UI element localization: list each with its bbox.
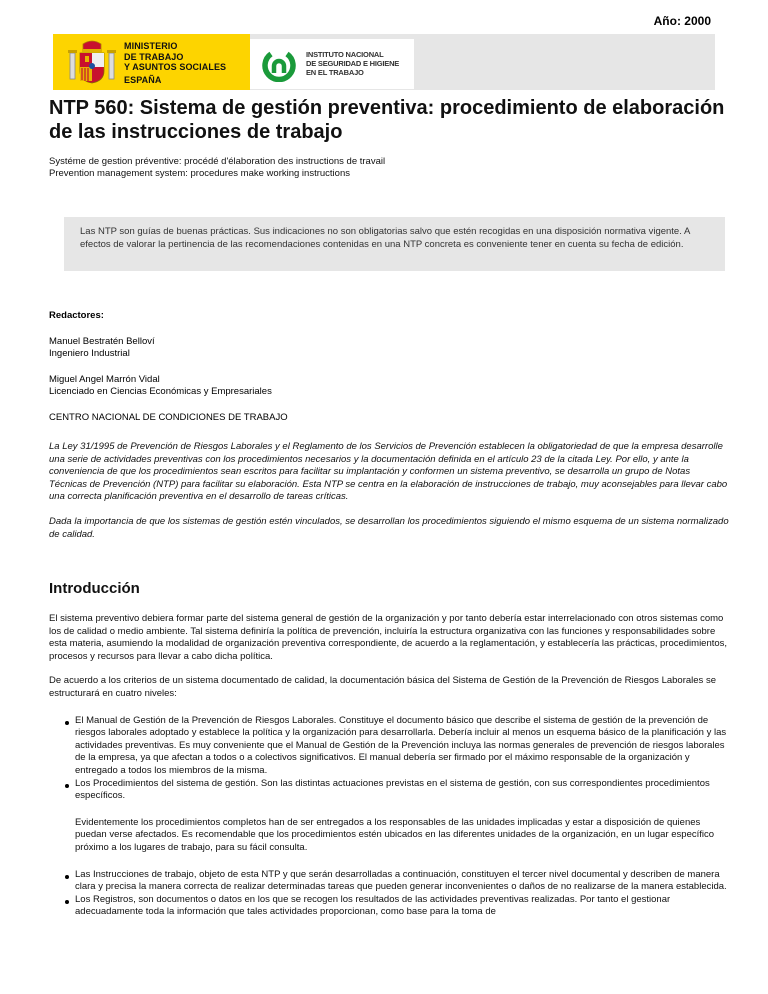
ministry-name: MINISTERIO DE TRABAJO Y ASUNTOS SOCIALES ESPAÑA xyxy=(124,41,227,85)
disclaimer-notice: Las NTP son guías de buenas prácticas. Sus indicaciones no son obligatorias salvo que estén recogidas en una disposición normativa vigente. A efectos de valorar la pertinencia de las recomendaciones contenidas en una NTP concreta es conveniente tener en cuenta su fecha de edición. xyxy=(64,217,725,271)
authors-label: Redactores: xyxy=(49,310,104,321)
documentation-levels-list xyxy=(49,715,729,803)
list-item: Los Registros, son documentos o datos en los que se recogen los resultados de las actividades preventivas realizadas. Por tanto el gestionar adecuadamente toda la información que tales actividades proporcionan, como base para la toma de xyxy=(49,894,729,919)
abstract-paragraph: Dada la importancia de que los sistemas de gestión estén vinculados, se desarrollan los procedimientos siguiendo el mismo esquema de un sistema normalizado de calidad. xyxy=(49,515,729,540)
authors-section xyxy=(49,310,288,424)
introduction-body xyxy=(49,613,729,919)
ministry-logo xyxy=(53,34,250,90)
list-item: Las Instrucciones de trabajo, objeto de esta NTP y que serán desarrolladas a continuación, constituyen el tercer nivel documental y describen de manera clara y precisa la manera correcta de realizar determinadas tareas que pueden generar inconvenientes o daños de no realizarse de la manera establecida. xyxy=(49,869,729,894)
author-role: Licenciado en Ciencias Económicas y Empresariales xyxy=(49,386,272,397)
alternate-titles xyxy=(49,156,385,180)
institute-logo xyxy=(250,39,414,89)
author-name: Miguel Angel Marrón Vidal xyxy=(49,373,160,385)
body-paragraph: De acuerdo a los criterios de un sistema documentado de calidad, la documentación básica del Sistema de Gestión de la Prevención de Riesgos Laborales se estructurará en cuatro niveles: xyxy=(49,675,716,699)
author xyxy=(49,374,288,399)
organization: CENTRO NACIONAL DE CONDICIONES DE TRABAJO xyxy=(49,411,288,423)
documentation-levels-list-continued xyxy=(49,869,729,919)
list-item: El Manual de Gestión de la Prevención de Riesgos Laborales. Constituye el documento básico que describe el sistema de gestión de la prevención de riesgos laborales adoptado y establece la política y la organización para desarrollarla. Debería incluir al menos un esquema básico de la planificación y las actividades preventivas. Es muy conveniente que el Manual de Gestión de la Prevención incluya las normas generales de prevención de riesgos laborales de la empresa, ya que afectan a todos o a colectivos significativos. El manual debería ser firmado por el máximo responsable de la organización y entregado a todos los miembros de la misma. xyxy=(49,715,729,778)
header-banner xyxy=(53,34,715,90)
body-paragraph: El sistema preventivo debiera formar parte del sistema general de gestión de la organización y por tanto debería estar interrelacionado con otros sistemas como los de calidad o medio ambiente. Tal sistema definiría la política de prevención, incluiría la estructura organizativa con las funciones y responsabilidades sobre esta materia, asumiendo la modalidad de organización preventiva correspondiente, de acuerdo a la reglamentación, y establecería las prácticas, procedimientos, procesos y recursos para llevar a cabo dicha política. xyxy=(49,613,728,662)
author xyxy=(49,336,288,361)
author-role: Ingeniero Industrial xyxy=(49,348,130,359)
insht-ring-icon xyxy=(262,48,296,82)
spain-coat-of-arms-icon xyxy=(67,39,117,85)
title-french: Systéme de gestion préventive: procédé d'élaboration des instructions de travail xyxy=(49,156,386,167)
list-item: Los Procedimientos del sistema de gestión. Son las distintas actuaciones previstas en el sistema de gestión, con sus correspondientes procedimientos específicos. xyxy=(49,778,729,803)
list-note: Evidentemente los procedimientos completos han de ser entregados a los responsables de las unidades implicadas y estar a disposición de quienes puedan verse afectados. Es recomendable que los procedimientos estén ubicados en las diferentes unidades de la organización, en un lugar específico próximo a los lugares de trabajo, para su fácil consulta. xyxy=(75,816,715,853)
abstract-paragraph: La Ley 31/1995 de Prevención de Riesgos Laborales y el Reglamento de los Servicios de Prevención establecen la obligatoriedad de que la empresa desarrolle una serie de actividades preventivas con los procedimientos necesarios y la documentación definida en el artículo 23 de la citada Ley. Por ello, y ante la conveniencia de que los procedimientos sean escritos para facilitar su implantación y conformen un sistema preventivo, se desarrolla un grupo de Notas Técnicas de Prevención (NTP) para facilitar su elaboración. Esta NTP se centra en la elaboración de instrucciones de trabajo, muy aconsejables para llevar cabo una correcta planificación preventiva en el desarrollo de tareas críticas. xyxy=(49,441,728,503)
page-title: NTP 560: Sistema de gestión preventiva: procedimiento de elaboración de las instrucciones de trabajo xyxy=(49,97,725,143)
section-heading-introduccion: Introducción xyxy=(49,580,140,597)
title-english: Prevention management system: procedures make working instructions xyxy=(49,168,350,179)
year-label: Año: 2000 xyxy=(653,14,711,28)
author-name: Manuel Bestratén Belloví xyxy=(49,335,155,347)
institute-name: INSTITUTO NACIONAL DE SEGURIDAD E HIGIENE EN EL TRABAJO xyxy=(306,50,400,77)
abstract xyxy=(49,441,729,541)
